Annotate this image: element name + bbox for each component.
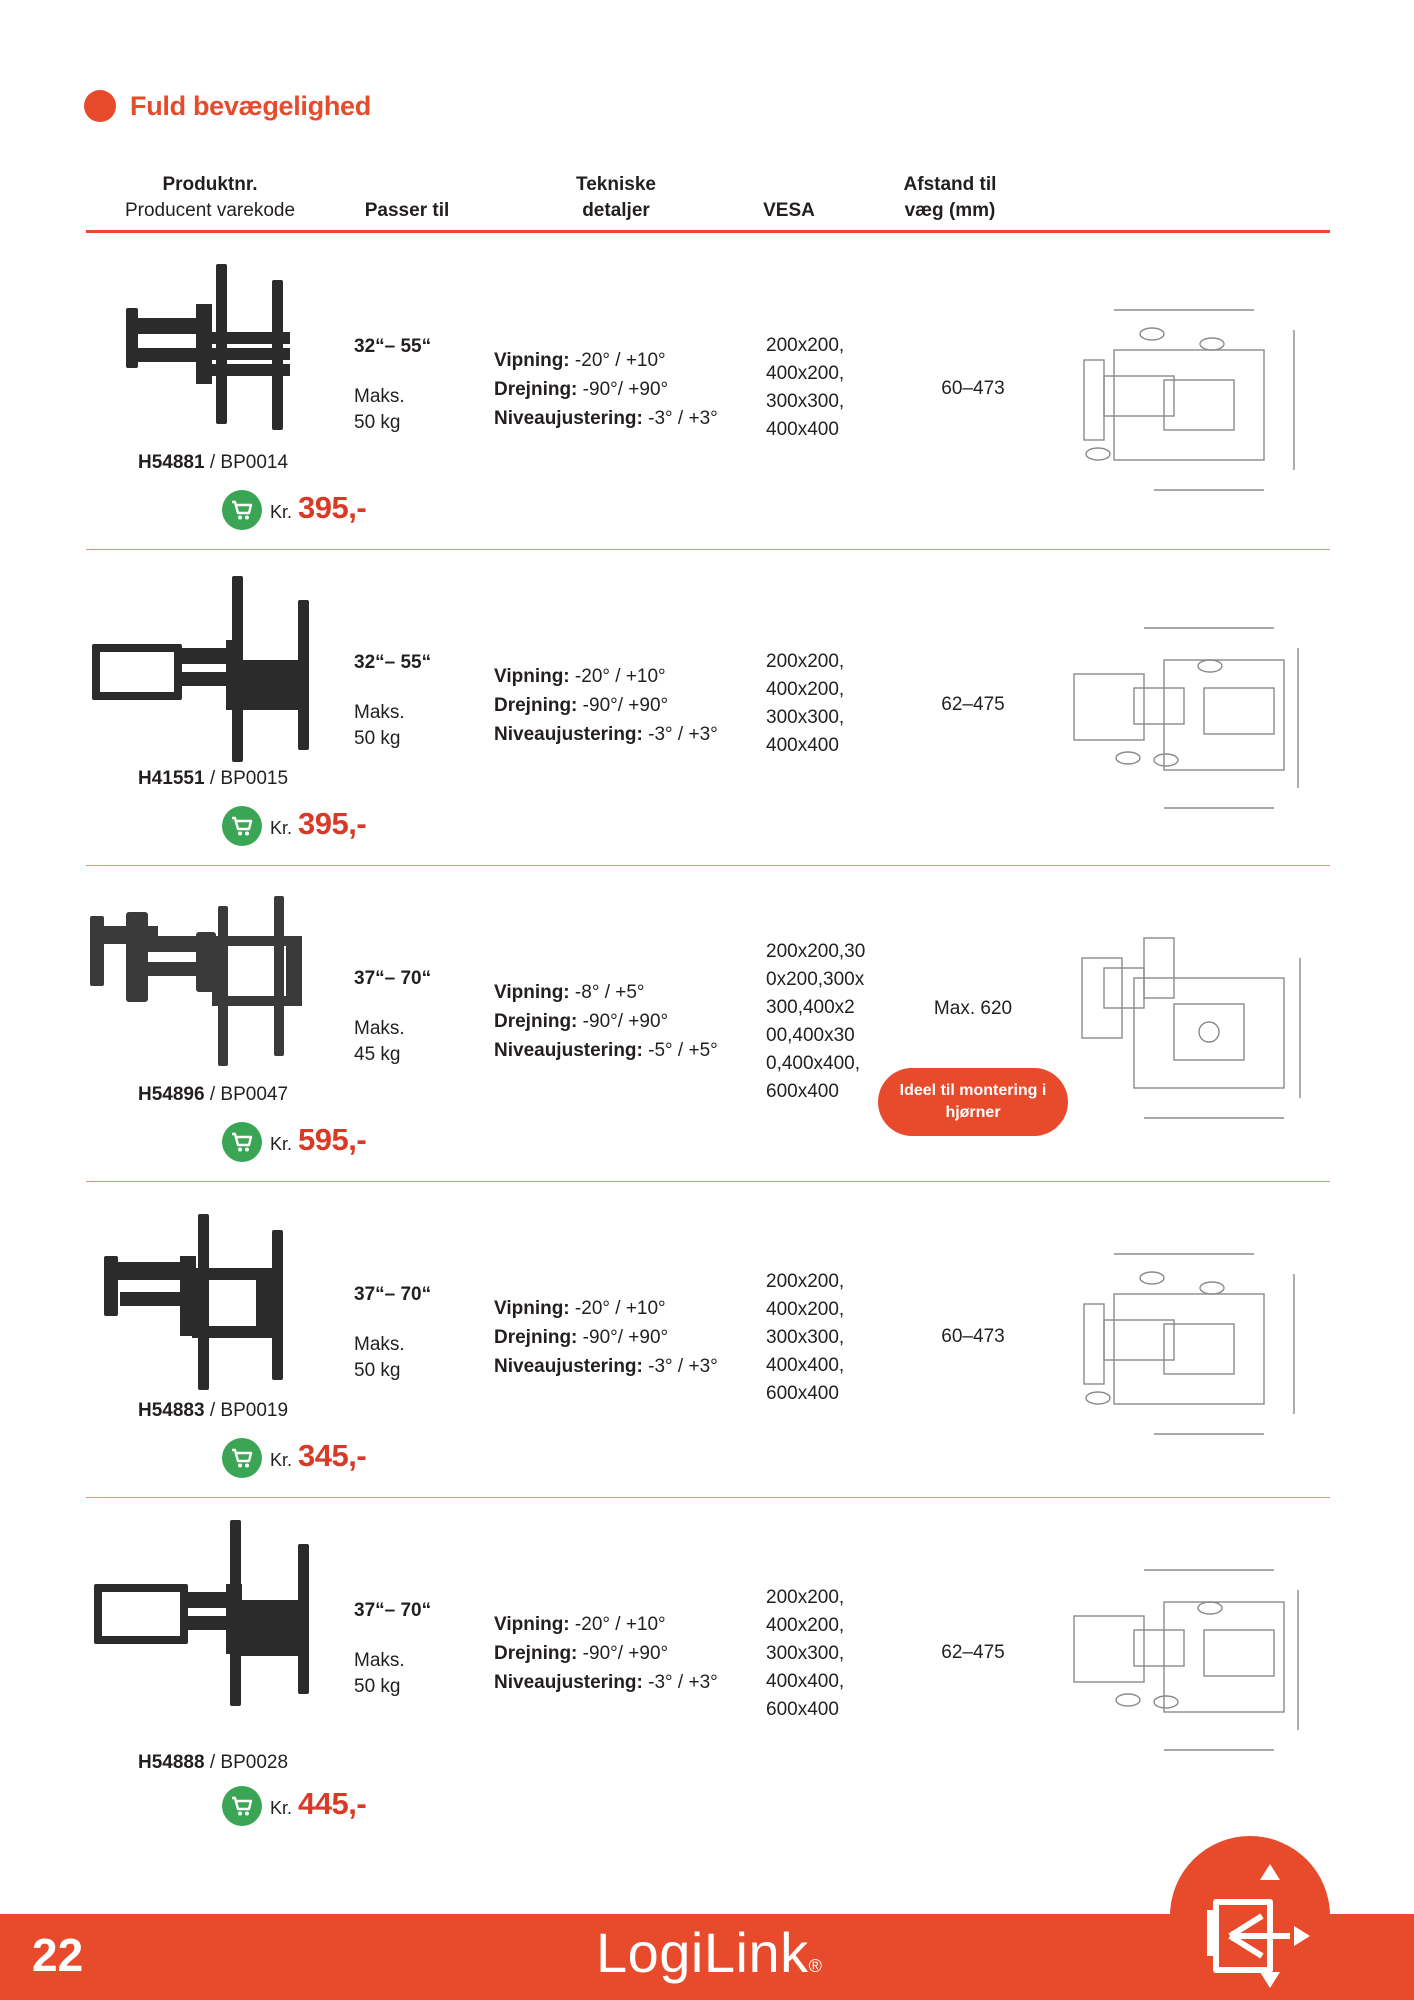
max-label: Maks.	[354, 386, 405, 407]
product-row	[86, 1182, 1330, 1498]
dimension-diagram	[1054, 290, 1324, 520]
column-header-fits	[352, 198, 462, 224]
tilt-value: -8° / +5°	[574, 982, 645, 1003]
column-header-distance-line1: Afstand til	[903, 174, 997, 195]
swivel-value: -90°/ +90°	[582, 1643, 669, 1664]
price-line	[222, 806, 366, 846]
column-header-distance	[890, 172, 1010, 224]
tilt-value: -20° / +10°	[574, 350, 666, 371]
price-line	[222, 490, 366, 530]
column-header-vesa-label: VESA	[763, 200, 815, 221]
level-value: -3° / +3°	[648, 724, 718, 745]
level-line	[494, 1668, 718, 1697]
wall-distance: 62–475	[941, 1642, 1005, 1663]
add-to-cart-button[interactable]	[222, 1438, 262, 1478]
product-number: H54888	[138, 1752, 205, 1773]
max-weight: 50 kg	[354, 412, 401, 433]
product-sku: H54883 / BP0019	[138, 1400, 289, 1421]
max-label: Maks.	[354, 1334, 405, 1355]
fits-info	[354, 1282, 431, 1384]
wall-distance: Max. 620	[933, 998, 1013, 1019]
dimension-diagram	[1054, 608, 1324, 838]
screen-size: 32“– 55“	[354, 336, 432, 357]
header-divider	[86, 230, 1330, 233]
screen-size: 32“– 55“	[354, 652, 432, 673]
swivel-label: Drejning:	[494, 1011, 578, 1032]
swivel-value: -90°/ +90°	[582, 1327, 669, 1348]
tilt-line	[494, 978, 718, 1007]
manufacturer-code: BP0019	[220, 1400, 289, 1421]
tilt-value: -20° / +10°	[574, 1614, 666, 1635]
max-weight: 45 kg	[354, 1044, 401, 1065]
level-label: Niveaujustering:	[494, 1356, 643, 1377]
column-header-product-line2: Producent varekode	[124, 200, 296, 221]
price-value: 395,-	[298, 806, 367, 841]
vesa-values: 200x200, 400x200, 300x300, 400x400, 600x400	[766, 1587, 845, 1720]
swivel-value: -90°/ +90°	[582, 1011, 669, 1032]
level-label: Niveaujustering:	[494, 724, 643, 745]
brand-name: LogiLink	[596, 1921, 809, 1984]
section-title: Fuld bevægelighed	[130, 90, 371, 121]
wall-mount-photo	[86, 560, 326, 780]
level-value: -3° / +3°	[648, 408, 718, 429]
product-sku: H54888 / BP0028	[138, 1752, 289, 1773]
level-label: Niveaujustering:	[494, 1672, 643, 1693]
price-value: 445,-	[298, 1786, 367, 1821]
fits-info	[354, 650, 431, 752]
level-label: Niveaujustering:	[494, 408, 643, 429]
price-value: 345,-	[298, 1438, 367, 1473]
shopping-cart-icon	[230, 815, 254, 837]
tech-details	[494, 978, 718, 1065]
tilt-line	[494, 1610, 718, 1639]
tilt-line	[494, 346, 718, 375]
tilt-label: Vipning:	[494, 982, 570, 1003]
swivel-label: Drejning:	[494, 1643, 578, 1664]
column-header-tech	[556, 172, 676, 224]
shopping-cart-icon	[230, 1795, 254, 1817]
swivel-value: -90°/ +90°	[582, 695, 669, 716]
shopping-cart-icon	[230, 499, 254, 521]
swivel-line	[494, 1639, 718, 1668]
level-line	[494, 720, 718, 749]
level-value: -5° / +5°	[648, 1040, 718, 1061]
add-to-cart-button[interactable]	[222, 1122, 262, 1162]
max-label: Maks.	[354, 1018, 405, 1039]
product-number: H54896	[138, 1084, 205, 1105]
manufacturer-code: BP0047	[220, 1084, 289, 1105]
dimension-diagram	[1054, 918, 1324, 1148]
column-header-vesa	[754, 198, 824, 224]
swivel-label: Drejning:	[494, 695, 578, 716]
swivel-line	[494, 1007, 718, 1036]
tech-details	[494, 1610, 718, 1697]
vesa-values: 200x200,30 0x200,300x 300,400x2 00,400x30 0,400x400, 600x400	[766, 941, 866, 1102]
column-header-fits-label: Passer til	[364, 200, 450, 221]
product-sku: H41551 / BP0015	[138, 768, 289, 789]
shopping-cart-icon	[230, 1131, 254, 1153]
wall-distance: 62–475	[941, 694, 1005, 715]
add-to-cart-button[interactable]	[222, 490, 262, 530]
tilt-value: -20° / +10°	[574, 1298, 666, 1319]
screen-size: 37“– 70“	[354, 968, 432, 989]
shopping-cart-icon	[230, 1447, 254, 1469]
level-label: Niveaujustering:	[494, 1040, 643, 1061]
level-value: -3° / +3°	[648, 1356, 718, 1377]
screen-size: 37“– 70“	[354, 1284, 432, 1305]
max-weight: 50 kg	[354, 1676, 401, 1697]
price-value: 395,-	[298, 490, 367, 525]
dimension-diagram	[1054, 1550, 1324, 1780]
vesa-values: 200x200, 400x200, 300x300, 400x400	[766, 651, 845, 756]
swivel-label: Drejning:	[494, 379, 578, 400]
swivel-line	[494, 1323, 718, 1352]
wall-distance: 60–473	[941, 378, 1005, 399]
wall-mount-photo	[86, 244, 326, 464]
price-currency: Kr.	[270, 502, 293, 522]
corner-mount-badge: Ideel til montering i hjørner	[878, 1068, 1068, 1136]
tilt-label: Vipning:	[494, 666, 570, 687]
dimension-diagram	[1054, 1234, 1324, 1464]
column-header-distance-line2: væg (mm)	[904, 200, 996, 221]
price-currency: Kr.	[270, 1134, 293, 1154]
product-number: H54881	[138, 452, 205, 473]
price-value: 595,-	[298, 1122, 367, 1157]
level-line	[494, 1352, 718, 1381]
add-to-cart-button[interactable]	[222, 1786, 262, 1826]
wall-mount-photo	[86, 1192, 326, 1412]
tech-details	[494, 1294, 718, 1381]
product-row	[86, 1498, 1330, 1821]
fits-info	[354, 966, 431, 1068]
max-label: Maks.	[354, 702, 405, 723]
vesa-values: 200x200, 400x200, 300x300, 400x400	[766, 335, 845, 440]
product-row	[86, 234, 1330, 550]
brand-logo: LogiLink®	[596, 1921, 823, 1984]
max-weight: 50 kg	[354, 728, 401, 749]
manufacturer-code: BP0015	[220, 768, 289, 789]
column-header-tech-line1: Tekniske	[576, 174, 656, 195]
swivel-label: Drejning:	[494, 1327, 578, 1348]
wall-distance: 60–473	[941, 1326, 1005, 1347]
bullet-dot-icon	[84, 90, 116, 122]
swivel-value: -90°/ +90°	[582, 379, 669, 400]
product-number: H54883	[138, 1400, 205, 1421]
tilt-label: Vipning:	[494, 350, 570, 371]
column-header-product	[110, 172, 310, 224]
product-row	[86, 866, 1330, 1182]
level-value: -3° / +3°	[648, 1672, 718, 1693]
tech-details	[494, 662, 718, 749]
tilt-label: Vipning:	[494, 1614, 570, 1635]
page-number: 22	[32, 1929, 84, 1981]
tilt-line	[494, 1294, 718, 1323]
tilt-label: Vipning:	[494, 1298, 570, 1319]
swivel-line	[494, 691, 718, 720]
price-currency: Kr.	[270, 1798, 293, 1818]
price-currency: Kr.	[270, 1450, 293, 1470]
price-currency: Kr.	[270, 818, 293, 838]
manufacturer-code: BP0028	[220, 1752, 289, 1773]
full-motion-icon	[1170, 1836, 1330, 2000]
tilt-line	[494, 662, 718, 691]
screen-size: 37“– 70“	[354, 1600, 432, 1621]
column-header-tech-line2: detaljer	[582, 200, 650, 221]
tech-details	[494, 346, 718, 433]
wall-mount-photo	[86, 876, 326, 1096]
product-row	[86, 550, 1330, 866]
add-to-cart-button[interactable]	[222, 806, 262, 846]
fits-info	[354, 334, 431, 436]
vesa-values: 200x200, 400x200, 300x300, 400x400, 600x400	[766, 1271, 845, 1404]
fits-info	[354, 1598, 431, 1700]
max-label: Maks.	[354, 1650, 405, 1671]
product-sku: H54881 / BP0014	[138, 452, 289, 473]
product-sku: H54896 / BP0047	[138, 1084, 289, 1105]
swivel-line	[494, 375, 718, 404]
price-line	[222, 1438, 366, 1478]
product-number: H41551	[138, 768, 205, 789]
column-header-product-line1: Produktnr.	[162, 174, 258, 195]
max-weight: 50 kg	[354, 1360, 401, 1381]
wall-mount-photo	[86, 1508, 326, 1728]
section-heading	[84, 90, 371, 122]
price-line	[222, 1122, 366, 1162]
level-line	[494, 404, 718, 433]
manufacturer-code: BP0014	[220, 452, 289, 473]
level-line	[494, 1036, 718, 1065]
tilt-value: -20° / +10°	[574, 666, 666, 687]
price-line	[222, 1786, 366, 1826]
